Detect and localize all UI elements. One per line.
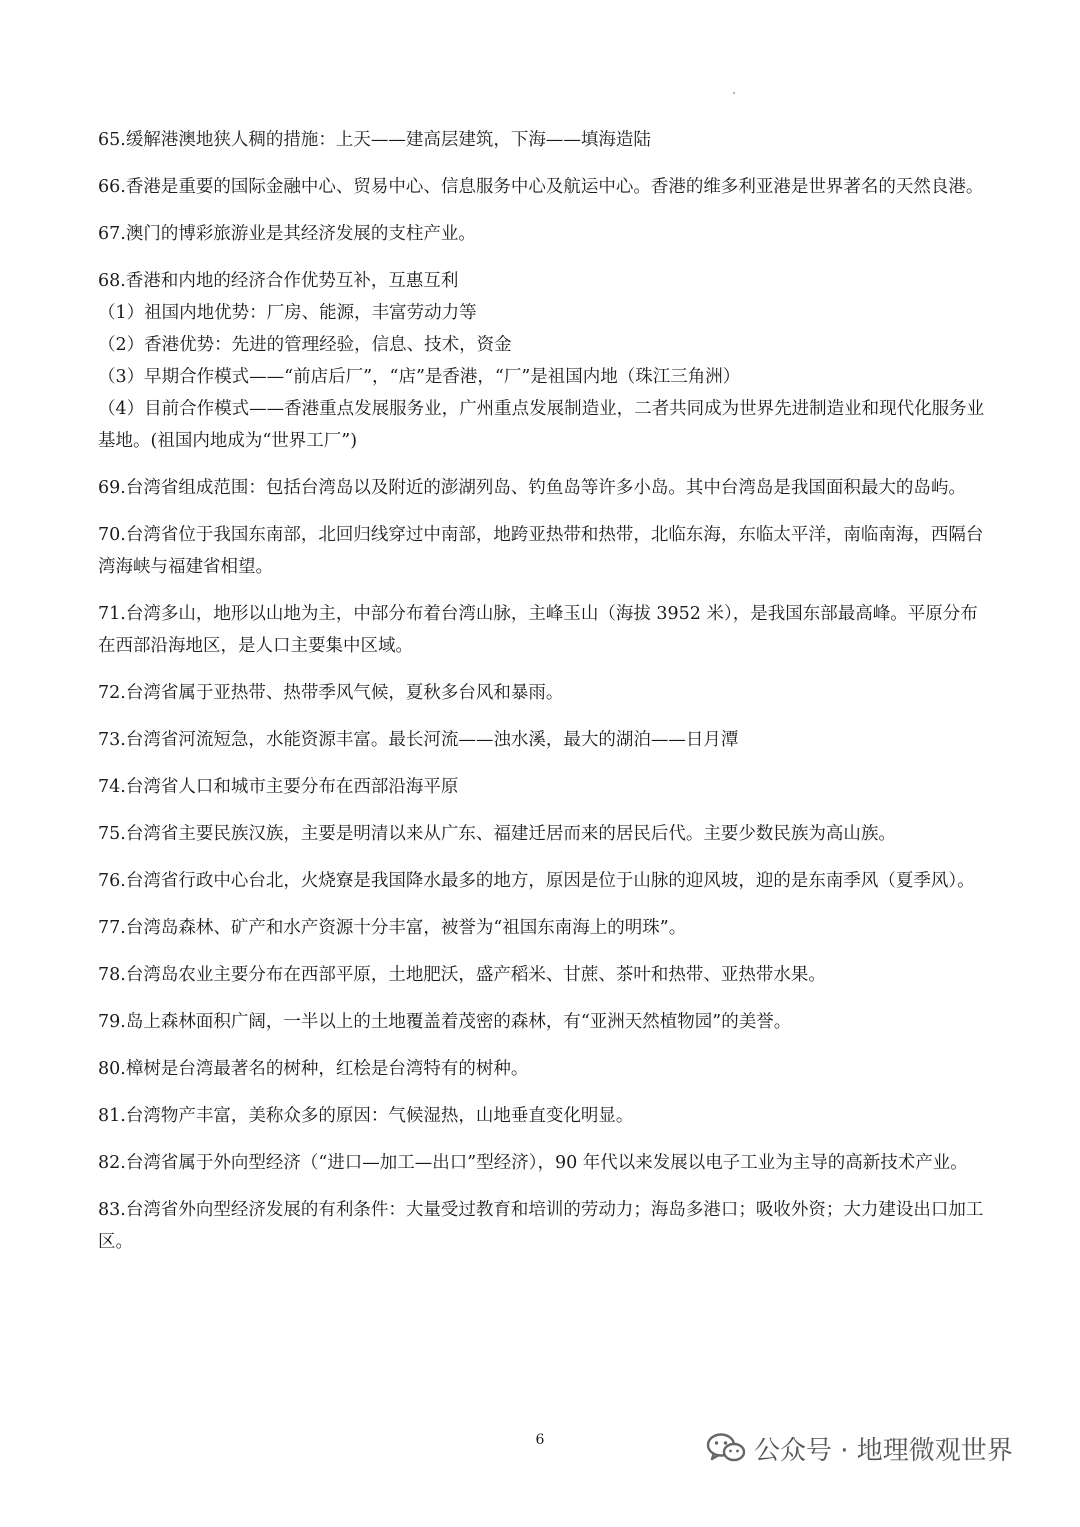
wechat-icon — [706, 1432, 746, 1464]
item-text: 71.台湾多山，地形以山地为主，中部分布着台湾山脉，主峰玉山（海拔 3952 米），是我国东部最高峰。平原分布在西部沿海地区，是人口主要集中区域。 — [98, 604, 978, 656]
list-item — [98, 218, 988, 250]
item-subline: （3）早期合作模式——“前店后厂”，“店”是香港，“厂”是祖国内地（珠江三角洲） — [98, 367, 741, 387]
list-item — [98, 124, 988, 156]
list-item — [98, 771, 988, 803]
item-text: 76.台湾省行政中心台北，火烧寮是我国降水最多的地方，原因是位于山脉的迎风坡，迎的是东南季风（夏季风）。 — [98, 871, 975, 891]
item-text: 66.香港是重要的国际金融中心、贸易中心、信息服务中心及航运中心。香港的维多利亚港是世界著名的天然良港。 — [98, 177, 984, 197]
item-text: 81.台湾物产丰富，美称众多的原因：气候湿热，山地垂直变化明显。 — [98, 1106, 634, 1126]
list-item — [98, 171, 988, 203]
item-text: 75.台湾省主要民族汉族，主要是明清以来从广东、福建迁居而来的居民后代。主要少数民族为高山族。 — [98, 824, 896, 844]
list-item — [98, 912, 988, 944]
list-item — [98, 724, 988, 756]
list-item — [98, 865, 988, 897]
item-text: 68.香港和内地的经济合作优势互补，互惠互利 — [98, 271, 459, 291]
item-text: 65.缓解港澳地狭人稠的措施：上天——建高层建筑，下海——填海造陆 — [98, 130, 651, 150]
list-item — [98, 519, 988, 583]
item-text: 73.台湾省河流短急，水能资源丰富。最长河流——浊水溪，最大的湖泊——日月潭 — [98, 730, 739, 750]
list-item — [98, 598, 988, 662]
document-body — [98, 124, 988, 1273]
item-subline: （1）祖国内地优势：厂房、能源，丰富劳动力等 — [98, 303, 477, 323]
item-text: 79.岛上森林面积广阔，一半以上的土地覆盖着茂密的森林，有“亚洲天然植物园”的美誉。 — [98, 1012, 792, 1032]
item-text: 70.台湾省位于我国东南部，北回归线穿过中南部，地跨亚热带和热带，北临东海，东临太平洋，南临南海，西隔台湾海峡与福建省相望。 — [98, 525, 984, 577]
list-item — [98, 472, 988, 504]
list-item — [98, 959, 988, 991]
list-item — [98, 818, 988, 850]
item-text: 80.樟树是台湾最著名的树种，红桧是台湾特有的树种。 — [98, 1059, 529, 1079]
list-item — [98, 677, 988, 709]
item-text: 78.台湾岛农业主要分布在西部平原，土地肥沃，盛产稻米、甘蔗、茶叶和热带、亚热带水果。 — [98, 965, 826, 985]
item-text: 77.台湾岛森林、矿产和水产资源十分丰富，被誉为“祖国东南海上的明珠”。 — [98, 918, 687, 938]
list-item — [98, 265, 988, 457]
item-subline: （2）香港优势：先进的管理经验，信息、技术，资金 — [98, 335, 512, 355]
item-subline: （4）目前合作模式——香港重点发展服务业，广州重点发展制造业，二者共同成为世界先进制造业和现代化服务业基地。(祖国内地成为“世界工厂”) — [98, 399, 985, 451]
watermark — [706, 1430, 1013, 1466]
item-text: 74.台湾省人口和城市主要分布在西部沿海平原 — [98, 777, 459, 797]
item-text: 67.澳门的博彩旅游业是其经济发展的支柱产业。 — [98, 224, 476, 244]
item-text: 69.台湾省组成范围：包括台湾岛以及附近的澎湖列岛、钓鱼岛等许多小岛。其中台湾岛是我国面积最大的岛屿。 — [98, 478, 966, 498]
item-text: 72.台湾省属于亚热带、热带季风气候，夏秋多台风和暴雨。 — [98, 683, 564, 703]
list-item — [98, 1100, 988, 1132]
list-item — [98, 1006, 988, 1038]
item-text: 82.台湾省属于外向型经济（“进口—加工—出口”型经济），90 年代以来发展以电子工业为主导的高新技术产业。 — [98, 1153, 968, 1173]
page-number: 6 — [535, 1432, 545, 1448]
watermark-text: 公众号 · 地理微观世界 — [754, 1435, 1013, 1466]
item-text: 83.台湾省外向型经济发展的有利条件：大量受过教育和培训的劳动力；海岛多港口；吸收外资；大力建设出口加工区。 — [98, 1200, 984, 1252]
list-item — [98, 1194, 988, 1258]
list-item — [98, 1147, 988, 1179]
list-item — [98, 1053, 988, 1085]
speck — [733, 92, 735, 94]
